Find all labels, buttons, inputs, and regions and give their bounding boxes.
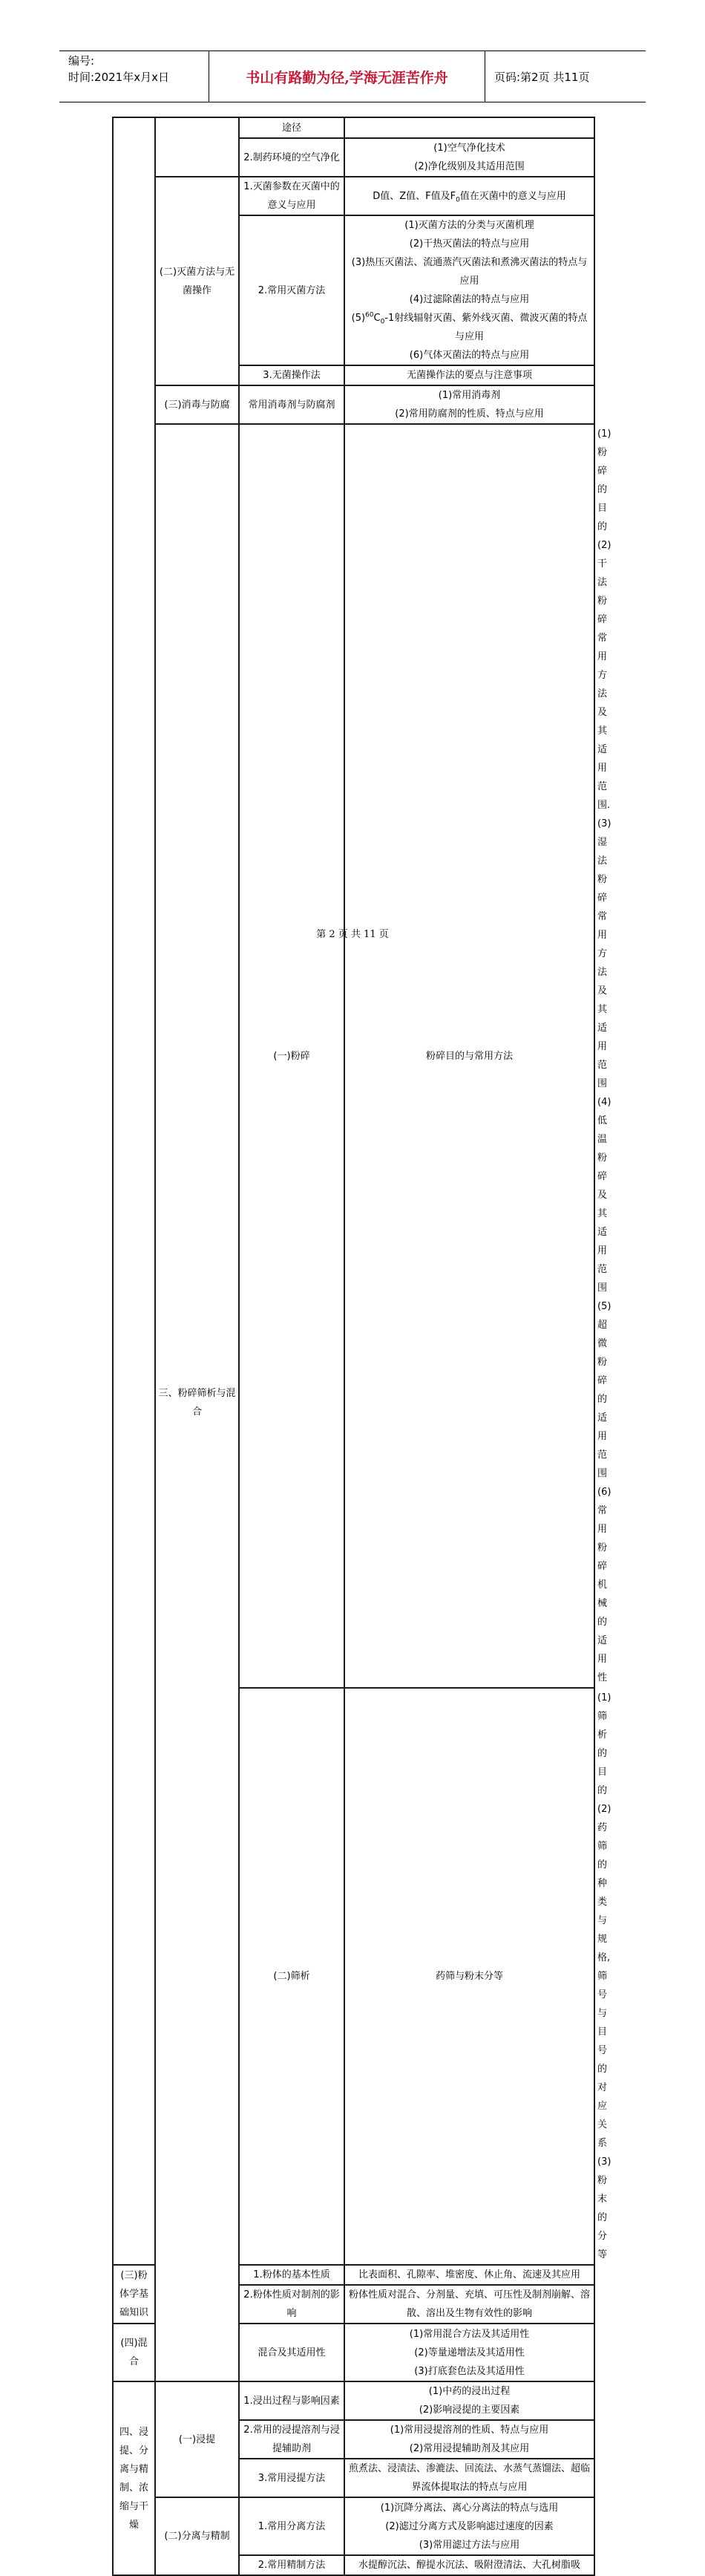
detail-line-6: (6)气体灭菌法的特点与应用 bbox=[409, 350, 530, 361]
detail-line: (2)常用浸提辅助剂及其应用 bbox=[409, 2443, 530, 2454]
section-cell: 三、粉碎筛析与混合 bbox=[155, 424, 239, 2381]
detail-cell bbox=[344, 2381, 594, 2420]
topic-cell: 2.常用灭菌方法 bbox=[239, 215, 344, 365]
chapter-cell: (四)混合 bbox=[113, 2324, 155, 2381]
detail-line: (2)滤过分离方式及影响滤过速度的因素 bbox=[385, 2520, 554, 2532]
detail-cell bbox=[344, 177, 594, 215]
detail-line: 无菌操作法的要点与注意事项 bbox=[406, 370, 532, 381]
detail-line: (4)过滤除菌法的特点与应用 bbox=[409, 294, 530, 305]
detail-cell bbox=[344, 365, 594, 385]
detail-line: (1)空气净化技术 bbox=[433, 143, 505, 154]
detail-cell bbox=[344, 2497, 594, 2555]
topic-cell: 3.常用浸提方法 bbox=[239, 2459, 344, 2497]
topic-cell: 1.常用分离方法 bbox=[239, 2497, 344, 2555]
detail-lines bbox=[347, 216, 591, 309]
chapter-cell: (二)分离与精制 bbox=[155, 2497, 239, 2575]
detail-line: 煎煮法、浸渍法、渗漉法、回流法、水蒸气蒸馏法、超临界流体提取法的特点与应用 bbox=[348, 2463, 590, 2493]
detail-text: D值、Z值、F值及F bbox=[373, 190, 456, 202]
document-number-label: 编号: bbox=[68, 54, 95, 68]
chapter-cell: (二)筛析 bbox=[239, 1688, 344, 2265]
topic-cell: 粉碎目的与常用方法 bbox=[344, 424, 594, 1688]
detail-subscript: 0 bbox=[380, 318, 385, 326]
syllabus-table bbox=[112, 117, 611, 2576]
detail-cell bbox=[344, 385, 594, 424]
header-info bbox=[59, 51, 209, 102]
detail-line: (3)热压灭菌法、流通蒸汽灭菌法和煮沸灭菌法的特点与应用 bbox=[351, 257, 588, 287]
detail-line: (2)常用防腐剂的性质、特点与应用 bbox=[395, 408, 544, 420]
topic-cell: 药筛与粉末分等 bbox=[344, 1688, 594, 2265]
detail-line: (1)常用消毒剂 bbox=[438, 390, 501, 401]
detail-line: (2)干热灭菌法的特点与应用 bbox=[409, 238, 530, 250]
detail-line: 水提醇沉法、醇提水沉法、吸附澄清法、大孔树脂吸 bbox=[358, 2560, 580, 2571]
detail-line: (1)常用混合方法及其适用性 bbox=[409, 2328, 530, 2340]
detail-cell bbox=[344, 2420, 594, 2459]
detail-line: (2)等量递增法及其适用性 bbox=[414, 2347, 525, 2358]
detail-cell bbox=[344, 2285, 594, 2324]
detail-line: (3)打底套色法及其适用性 bbox=[414, 2365, 525, 2377]
detail-line: (1)灭菌方法的分类与灭菌机理 bbox=[404, 220, 534, 231]
chapter-cell: (二)灭菌方法与无菌操作 bbox=[155, 177, 239, 385]
topic-cell: 1.灭菌参数在灭菌中的意义与应用 bbox=[239, 177, 344, 215]
detail-text: (5) bbox=[351, 313, 366, 324]
detail-cell bbox=[344, 2459, 594, 2497]
header-motto: 书山有路勤为径,学海无涯苦作舟 bbox=[209, 51, 485, 102]
detail-line-5 bbox=[347, 309, 591, 346]
detail-line: 粉体性质对混合、分剂量、充填、可压性及制剂崩解、溶散、溶出及生物有效性的影响 bbox=[348, 2289, 590, 2319]
topic-cell: 2.粉体性质对制剂的影响 bbox=[239, 2285, 344, 2324]
table-row: 三、粉碎筛析与混合 (一)粉碎 粉碎目的与常用方法 (1)粉碎的目的 (2)干法粉碎常用方法及其适用范围. (3)湿法粉碎常用方法及其适用范围 (4)低温粉碎及其适用范围 (5)超微粉碎的适用范围 (6)常用粉碎机械的适用性 bbox=[113, 424, 594, 1688]
document-date-label: 时间:2021年x月x日 bbox=[68, 71, 169, 84]
topic-cell: 混合及其适用性 bbox=[239, 2324, 344, 2381]
topic-cell: 1.粉体的基本性质 bbox=[239, 2265, 344, 2285]
detail-cell bbox=[344, 138, 594, 177]
topic-cell: 3.无菌操作法 bbox=[239, 365, 344, 385]
topic-cell: 2.常用精制方法 bbox=[239, 2555, 344, 2575]
table-row bbox=[113, 2381, 594, 2420]
detail-subscript: 0 bbox=[456, 196, 460, 204]
detail-cell bbox=[344, 117, 594, 138]
detail-line: (1)常用浸提溶剂的性质、特点与应用 bbox=[390, 2425, 549, 2436]
table-row: (二)筛析 药筛与粉末分等 (1)筛析的目的 (2)药筛的种类与规格,筛号与目号的对应关系 (3)粉末的分等 bbox=[113, 1688, 594, 2265]
detail-text: C bbox=[373, 313, 381, 324]
detail-line: (1)中药的浸出过程 bbox=[428, 2386, 511, 2397]
topic-cell: 2.制药环境的空气净化 bbox=[239, 138, 344, 177]
topic-cell: 2.常用的浸提溶剂与浸提辅助剂 bbox=[239, 2420, 344, 2459]
page-footer: 第 2 页 共 11 页 bbox=[316, 929, 389, 940]
table-row bbox=[113, 2497, 594, 2555]
detail-cell bbox=[344, 215, 594, 365]
header-page-number: 页码:第2页 共11页 bbox=[494, 70, 590, 84]
table-row bbox=[113, 385, 594, 424]
detail-line: (2)影响浸提的主要因素 bbox=[419, 2404, 520, 2416]
detail-cell bbox=[344, 2265, 594, 2285]
topic-cell: 途径 bbox=[239, 117, 344, 138]
detail-superscript: 60 bbox=[365, 311, 374, 319]
table-row bbox=[113, 117, 594, 138]
chapter-cell: (一)浸提 bbox=[155, 2381, 239, 2497]
table-row bbox=[113, 177, 594, 215]
chapter-cell: (一)粉碎 bbox=[239, 424, 344, 1688]
detail-cell bbox=[344, 2324, 594, 2381]
detail-line: (3)常用滤过方法与应用 bbox=[419, 2539, 520, 2551]
detail-line: (2)净化级别及其适用范围 bbox=[414, 161, 525, 172]
topic-cell: 常用消毒剂与防腐剂 bbox=[239, 385, 344, 424]
detail-cell bbox=[344, 2555, 594, 2575]
detail-line: 比表面积、孔隙率、堆密度、休止角、流速及其应用 bbox=[358, 2269, 580, 2280]
chapter-cell: (三)消毒与防腐 bbox=[155, 385, 239, 424]
detail-text: 值在灭菌中的意义与应用 bbox=[459, 190, 566, 202]
chapter-cell: (三)粉体学基础知识 bbox=[113, 2265, 155, 2324]
topic-cell: 1.浸出过程与影响因素 bbox=[239, 2381, 344, 2420]
section-cell: 四、浸提、分离与精制、浓缩与干燥 bbox=[113, 2381, 155, 2575]
section-cell-continued bbox=[113, 117, 155, 2265]
detail-text: -1射线辐射灭菌、紫外线灭菌、微波灭菌的特点与应用 bbox=[384, 313, 588, 342]
detail-line: (1)沉降分离法、离心分离法的特点与选用 bbox=[380, 2502, 559, 2514]
page-header bbox=[59, 50, 646, 102]
chapter-cell-continued bbox=[155, 117, 239, 177]
